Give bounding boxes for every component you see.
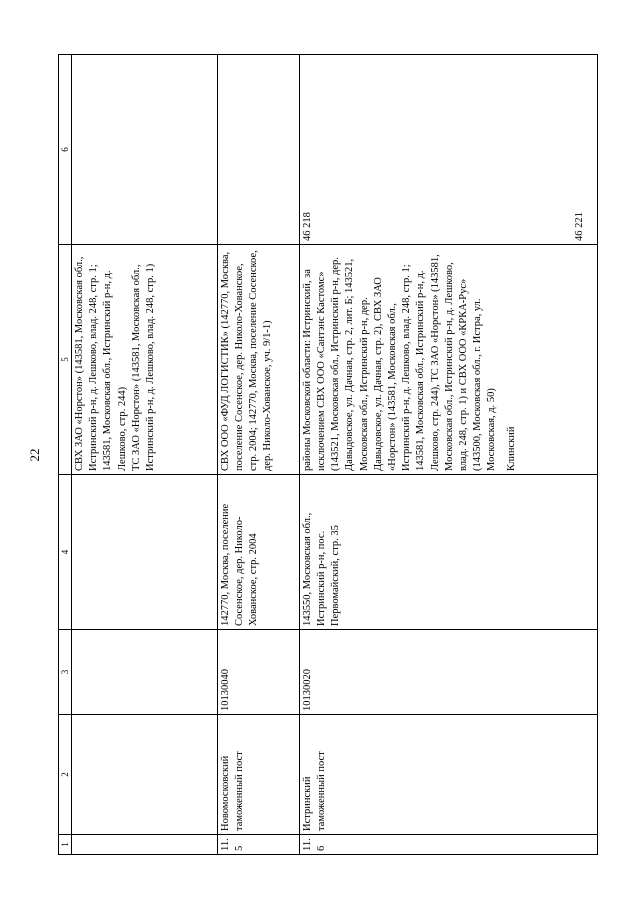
region-text: Клинский [506, 426, 518, 471]
header-col-4: 4 [59, 475, 72, 630]
table-row [299, 55, 597, 855]
region-cell [299, 245, 597, 475]
post-address-cell: 143550, Московская обл., Истринский р-н, пос. Первомайский, стр. 35 [299, 475, 597, 630]
region-text: районы Московской области: Истринский, за исключением СВХ ООО «Сантэнс Кастомс» (143521, Московская обл., Истринский р-н, дер. Давыдовское, ул. Дачная, стр. 2, лит. Б; 143521, Московская обл., Истринский р-н, дер. Давыдовское, ул. Дачная, стр. 2), СВХ ЗАО «Норстон» (143581, Московская обл., Истринский р-н, д. Лешково, влад. 248, стр. 1; 143581, Московская обл., Истринский р-н, д. Лешково, стр. 244), ТС ЗАО «Норстон» (143581, Московская обл., Истринский р-н, д. Лешково, влад. 248, стр. 1) и СВХ ООО «КРКА-Рус» (143500, Московская обл., г. Истра, ул. Московская, д. 50) [301, 254, 498, 471]
post-address-cell [72, 475, 217, 630]
okato-code-cell [72, 55, 217, 245]
post-name-cell [72, 715, 217, 835]
post-name-cell: Новомосковский таможенный пост [217, 715, 299, 835]
rotated-table-inner [58, 55, 598, 855]
post-address-cell: 142770, Москва, поселение Сосенское, дер. Николо-Хованское, стр. 2004 [217, 475, 299, 630]
post-name-cell: Истринский таможенный пост [299, 715, 597, 835]
header-col-6: 6 [59, 55, 72, 245]
table-row [217, 55, 299, 855]
customs-posts-table [58, 54, 598, 855]
page-number: 22 [27, 448, 42, 462]
row-number-cell [72, 835, 217, 855]
rotated-table-wrapper [58, 55, 598, 855]
region-text: СВХ ООО «ФУД ЛОГИСТИК» (142770, Москва, поселение Сосенское, дер. Николо-Хованское, стр. 2004; 142770, Москва, поселение Сосенское, дер. Николо-Хованское, уч. 9/1-1) [219, 250, 274, 471]
header-col-3: 3 [59, 630, 72, 715]
okato-code: 46 218 [301, 212, 313, 241]
post-code-cell: 10130040 [217, 630, 299, 715]
okato-code-cell [299, 55, 597, 245]
table-row [72, 55, 217, 855]
okato-code: 46 221 [574, 212, 586, 241]
header-col-2: 2 [59, 715, 72, 835]
okato-code-cell [217, 55, 299, 245]
region-cell [72, 245, 217, 475]
post-code-cell: 10130020 [299, 630, 597, 715]
post-code-cell [72, 630, 217, 715]
header-col-5: 5 [59, 245, 72, 475]
region-cell [217, 245, 299, 475]
row-number-cell: 11.6 [299, 835, 597, 855]
region-text: ТС ЗАО «Норстон» (143581, Московская обл., Истринский р-н, д. Лешково, влад. 248, стр. 1) [130, 263, 156, 471]
row-number-cell: 11.5 [217, 835, 299, 855]
header-row [59, 55, 72, 855]
header-col-1: 1 [59, 835, 72, 855]
region-text: СВХ ЗАО «Норстон» (143581, Московская обл., Истринский р-н, д. Лешково, влад. 248, стр. 1; 143581, Московская обл., Истринский р-н, д. Лешково, стр. 244) [74, 256, 128, 471]
